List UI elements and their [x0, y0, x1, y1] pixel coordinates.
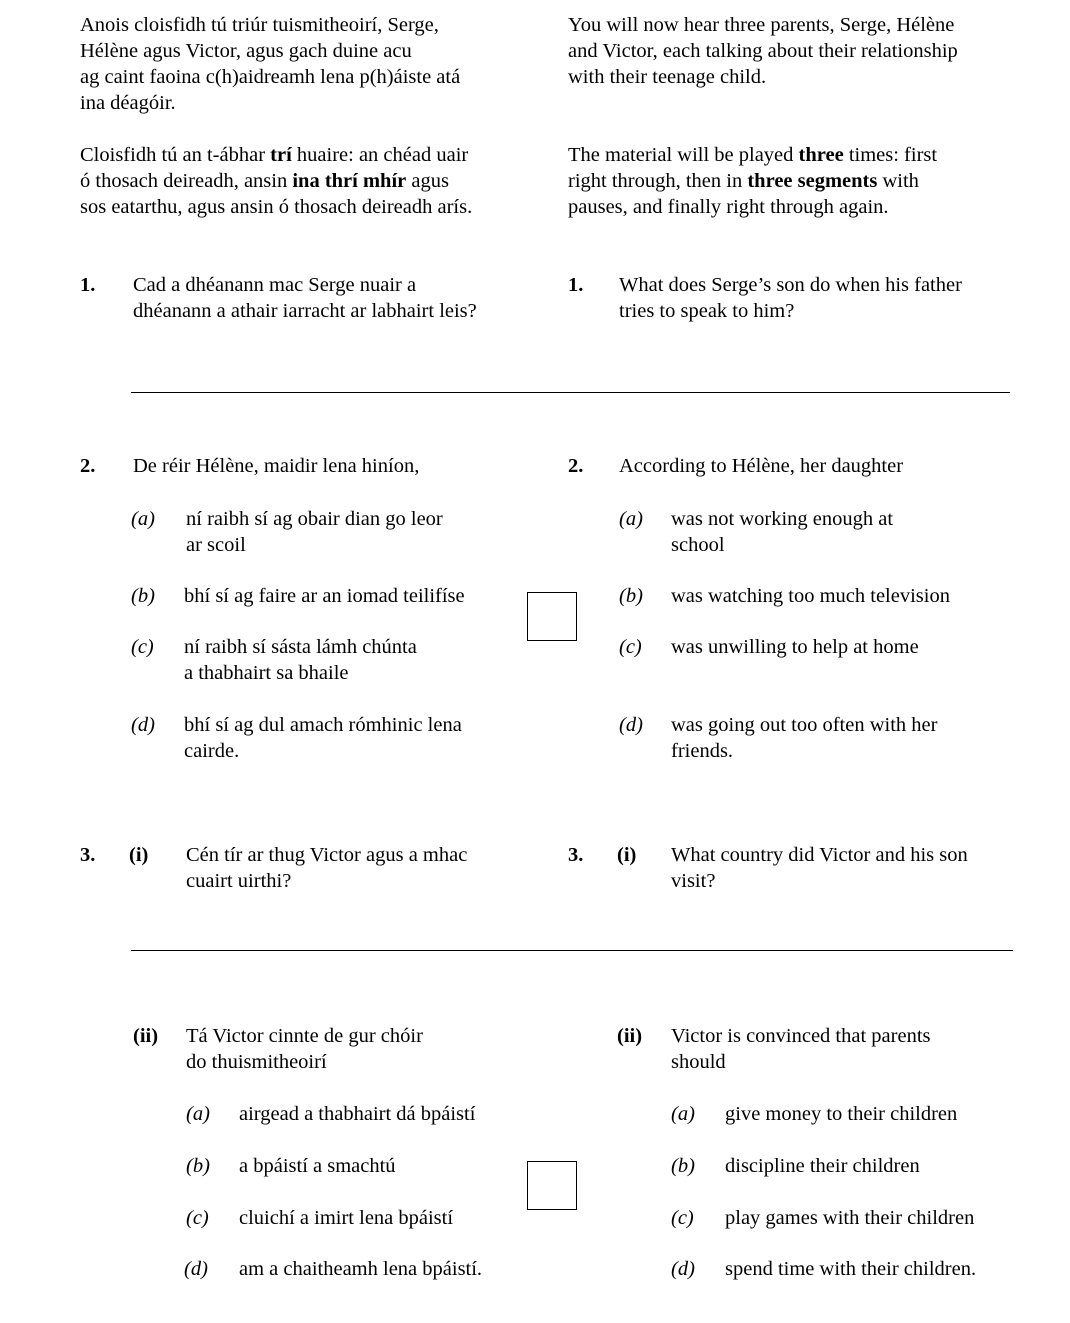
option-letter: (c)	[131, 636, 154, 658]
question-number: 1.	[568, 274, 584, 296]
intro-ga-line: Anois cloisfidh tú triúr tuismitheoirí, Serge,	[80, 14, 439, 36]
option-letter: (d)	[619, 714, 643, 736]
q3ii-en-stem: should	[671, 1051, 726, 1073]
option-letter: (b)	[186, 1155, 210, 1177]
part-label: (ii)	[617, 1025, 643, 1047]
option-letter: (d)	[184, 1258, 208, 1280]
q3ii-option-ga: a bpáistí a smachtú	[239, 1155, 396, 1177]
question-number: 2.	[80, 455, 96, 477]
q2-option-ga: ní raibh sí ag obair dian go leor	[186, 508, 443, 530]
q3ii-option-en: play games with their children	[725, 1207, 975, 1229]
q2-option-en: was watching too much television	[671, 585, 950, 607]
question-number: 3.	[568, 844, 584, 866]
intro-ga-instructions-line: Cloisfidh tú an t-ábhar trí huaire: an chéad uair	[80, 144, 469, 166]
q3ii-option-ga: cluichí a imirt lena bpáistí	[239, 1207, 454, 1229]
q2-answer-box[interactable]	[527, 592, 577, 641]
option-letter: (a)	[671, 1103, 695, 1125]
question-number: 2.	[568, 455, 584, 477]
option-letter: (d)	[671, 1258, 695, 1280]
q3ii-option-ga: airgead a thabhairt dá bpáistí	[239, 1103, 476, 1125]
option-letter: (c)	[619, 636, 642, 658]
option-letter: (d)	[131, 714, 155, 736]
q3ii-option-en: give money to their children	[725, 1103, 958, 1125]
q1-en-text: tries to speak to him?	[619, 300, 795, 322]
part-label: (ii)	[133, 1025, 159, 1047]
q2-option-ga: cairde.	[184, 740, 240, 762]
q3i-ga-text: Cén tír ar thug Victor agus a mhac	[186, 844, 468, 866]
option-letter: (a)	[619, 508, 643, 530]
q2-option-en: was going out too often with her	[671, 714, 938, 736]
q2-option-ga: bhí sí ag dul amach rómhinic lena	[184, 714, 462, 736]
q2-option-ga: bhí sí ag faire ar an iomad teilifíse	[184, 585, 465, 607]
option-letter: (c)	[186, 1207, 209, 1229]
q2-option-ga: ní raibh sí sásta lámh chúnta	[184, 636, 417, 658]
question-number: 3.	[80, 844, 96, 866]
option-letter: (b)	[619, 585, 643, 607]
intro-ga-line: Hélène agus Victor, agus gach duine acu	[80, 40, 412, 62]
q2-en-stem: According to Hélène, her daughter	[619, 455, 904, 477]
q3i-en-text: What country did Victor and his son	[671, 844, 968, 866]
intro-ga-line: ag caint faoina c(h)aidreamh lena p(h)áiste atá	[80, 66, 461, 88]
intro-en-line: with their teenage child.	[568, 66, 767, 88]
q3ii-option-ga: am a chaitheamh lena bpáistí.	[239, 1258, 483, 1280]
q1-ga-text: Cad a dhéanann mac Serge nuair a	[133, 274, 417, 296]
q2-option-en: was not working enough at	[671, 508, 894, 530]
part-label: (i)	[129, 844, 149, 866]
option-letter: (a)	[131, 508, 155, 530]
intro-en-instructions-line: pauses, and finally right through again.	[568, 196, 889, 218]
intro-en-instructions-line: The material will be played three times: first	[568, 144, 938, 166]
q3ii-ga-stem: Tá Victor cinnte de gur chóir	[186, 1025, 423, 1047]
q2-ga-stem: De réir Hélène, maidir lena hiníon,	[133, 455, 420, 477]
intro-en-line: and Victor, each talking about their relationship	[568, 40, 958, 62]
q3ii-option-en: discipline their children	[725, 1155, 920, 1177]
q1-en-text: What does Serge’s son do when his father	[619, 274, 962, 296]
intro-ga-instructions-line: sos eatarthu, agus ansin ó thosach deireadh arís.	[80, 196, 473, 218]
q3i-answer-line[interactable]	[131, 950, 1013, 951]
q2-option-en: school	[671, 534, 725, 556]
q3i-en-text: visit?	[671, 870, 716, 892]
q2-option-en: friends.	[671, 740, 734, 762]
q2-option-ga: ar scoil	[186, 534, 246, 556]
option-letter: (b)	[671, 1155, 695, 1177]
q2-option-en: was unwilling to help at home	[671, 636, 919, 658]
intro-ga-instructions-line: ó thosach deireadh, ansin ina thrí mhír agus	[80, 170, 449, 192]
q1-ga-text: dhéanann a athair iarracht ar labhairt leis?	[133, 300, 477, 322]
option-letter: (b)	[131, 585, 155, 607]
option-letter: (a)	[186, 1103, 210, 1125]
q1-answer-line[interactable]	[131, 392, 1010, 393]
q3ii-option-en: spend time with their children.	[725, 1258, 977, 1280]
q3ii-ga-stem: do thuismitheoirí	[186, 1051, 327, 1073]
q2-option-ga: a thabhairt sa bhaile	[184, 662, 349, 684]
intro-en-instructions-line: right through, then in three segments with	[568, 170, 919, 192]
q3ii-answer-box[interactable]	[527, 1161, 577, 1210]
intro-en-line: You will now hear three parents, Serge, Hélène	[568, 14, 955, 36]
option-letter: (c)	[671, 1207, 694, 1229]
question-number: 1.	[80, 274, 96, 296]
part-label: (i)	[617, 844, 637, 866]
q3i-ga-text: cuairt uirthi?	[186, 870, 292, 892]
q3ii-en-stem: Victor is convinced that parents	[671, 1025, 931, 1047]
intro-ga-line: ina déagóir.	[80, 92, 176, 114]
